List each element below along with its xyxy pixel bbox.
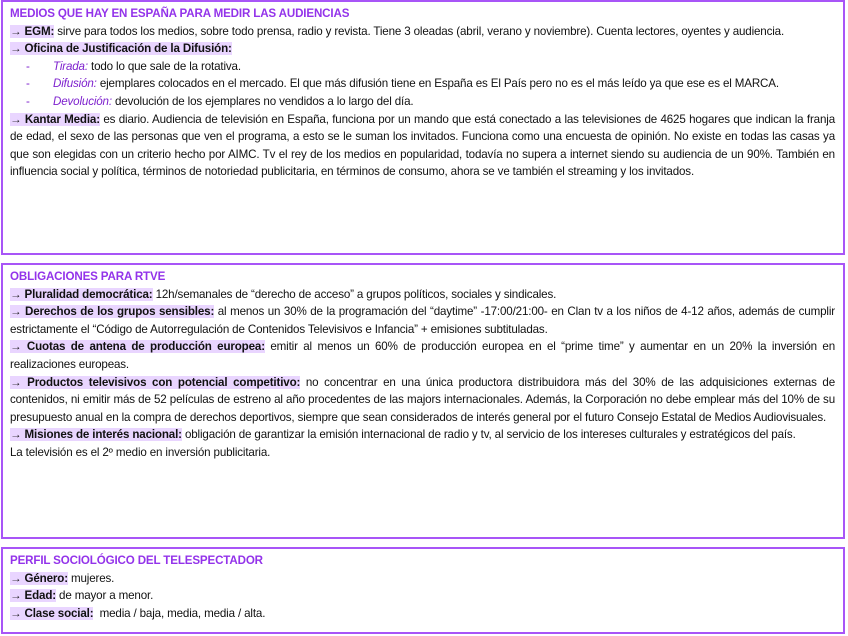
ojd-term: Devolución: bbox=[53, 94, 112, 108]
profile-label: → Género: bbox=[10, 571, 68, 585]
obligation-item bbox=[10, 338, 835, 373]
obligation-text: emitir al menos un 60% de producción europea en el “prime time” y aumentar en un 20% la inversión en realizaciones europeas. bbox=[10, 340, 835, 371]
obligation-label: → Productos televisivos con potencial competitivo: bbox=[10, 375, 301, 389]
section-audience-measurement bbox=[1, 0, 845, 255]
obligation-label: → Pluralidad democrática: bbox=[10, 287, 153, 301]
ojd-item-devolucion bbox=[10, 93, 835, 111]
profile-label: → Clase social: bbox=[10, 606, 94, 620]
profile-item-gender bbox=[10, 570, 835, 588]
kantar-paragraph bbox=[10, 111, 835, 181]
ojd-text: todo lo que sale de la rotativa. bbox=[87, 59, 241, 73]
ojd-term: Difusión: bbox=[53, 77, 97, 91]
profile-text: de mayor a menor. bbox=[55, 589, 154, 603]
section-title: OBLIGACIONES PARA RTVE bbox=[10, 270, 166, 283]
obligation-item bbox=[10, 303, 835, 338]
obligation-item bbox=[10, 374, 835, 427]
obligation-item bbox=[10, 426, 835, 444]
profile-label: → Edad: bbox=[10, 589, 56, 603]
section-viewer-profile bbox=[1, 547, 845, 634]
profile-item-class bbox=[10, 605, 835, 623]
egm-text: sirve para todos los medios, sobre todo prensa, radio y revista. Tiene 3 oleadas (abril, verano y noviembre). Cuenta lectores, oyentes y audiencia. bbox=[54, 24, 785, 38]
ojd-item-difusion bbox=[10, 75, 835, 93]
obligation-text: no concentrar en una única productora distribuidora más del 30% de las adquisiciones externas de contenidos, ni emitir más de 52 películas de estreno al año procedentes de las majors internacionales. Además, la Corporación no debe emplear más del 10% de su presupuesto anual en la compra de derechos deportivos, siempre que sean considerados de interés general por el futuro Consejo Estatal de Medios Audiovisuales. bbox=[10, 375, 836, 424]
profile-text: mujeres. bbox=[67, 571, 115, 585]
ojd-text: ejemplares colocados en el mercado. El que más difusión tiene en España es El País pero no es el más leído ya que ese es el MARCA. bbox=[96, 77, 779, 91]
obligation-text: obligación de garantizar la emisión internacional de radio y tv, al servicio de los intereses culturales y estratégicos del país. bbox=[181, 428, 796, 442]
profile-item-age bbox=[10, 587, 835, 605]
section-title: MEDIOS QUE HAY EN ESPAÑA PARA MEDIR LAS AUDIENCIAS bbox=[10, 7, 350, 20]
profile-text: media / baja, media, media / alta. bbox=[93, 606, 266, 620]
ojd-item-tirada bbox=[10, 58, 835, 76]
obligation-text: 12h/semanales de “derecho de acceso” a grupos políticos, sociales y sindicales. bbox=[152, 287, 557, 301]
obligation-label: → Derechos de los grupos sensibles: bbox=[10, 305, 215, 319]
section-rtve-obligations bbox=[1, 263, 845, 539]
dash-bullet: - bbox=[26, 77, 30, 91]
obligation-label: → Cuotas de antena de producción europea: bbox=[10, 340, 265, 354]
dash-bullet: - bbox=[26, 59, 30, 73]
obligation-label: → Misiones de interés nacional: bbox=[10, 428, 182, 442]
obligation-text: al menos un 30% de la programación del “daytime” -17:00/21:00- en Clan tv a los niños de 4-12 años, además de cumplir estrictamente el “Código de Autorregulación de Contenidos Televisivos e Infancia” + emisiones subtituladas. bbox=[10, 305, 835, 336]
obligation-item bbox=[10, 286, 835, 304]
ojd-label: → Oficina de Justificación de la Difusión: bbox=[10, 42, 232, 56]
egm-paragraph bbox=[10, 23, 835, 41]
ojd-paragraph bbox=[10, 40, 835, 58]
dash-bullet: - bbox=[26, 94, 30, 108]
ojd-text: devolución de los ejemplares no vendidos a lo largo del día. bbox=[111, 94, 414, 108]
kantar-text: es diario. Audiencia de televisión en España, funciona por un mando que está conectado a las televisiones de 4625 hogares que indican la franja de edad, el sexo de las personas que ven el programa, a esto se le suman los invitados. Funciona como una encuesta de opinión. No existe en todas las casas ya que son elegidas con un criterio hecho por AIMC. Tv el rey de los medios en popularidad, todavía no supera a internet siendo su audiencia de un 90%. También en influencia social y política, términos de notoriedad publicitaria, en términos de consumo, ahora se ve también el streaming y los invitados. bbox=[10, 112, 836, 179]
ojd-term: Tirada: bbox=[53, 59, 88, 73]
section-footer-note: La televisión es el 2º medio en inversión publicitaria. bbox=[10, 445, 271, 459]
egm-label: → EGM: bbox=[10, 24, 55, 38]
section-title: PERFIL SOCIOLÓGICO DEL TELESPECTADOR bbox=[10, 554, 263, 567]
kantar-label: → Kantar Media: bbox=[10, 112, 100, 126]
